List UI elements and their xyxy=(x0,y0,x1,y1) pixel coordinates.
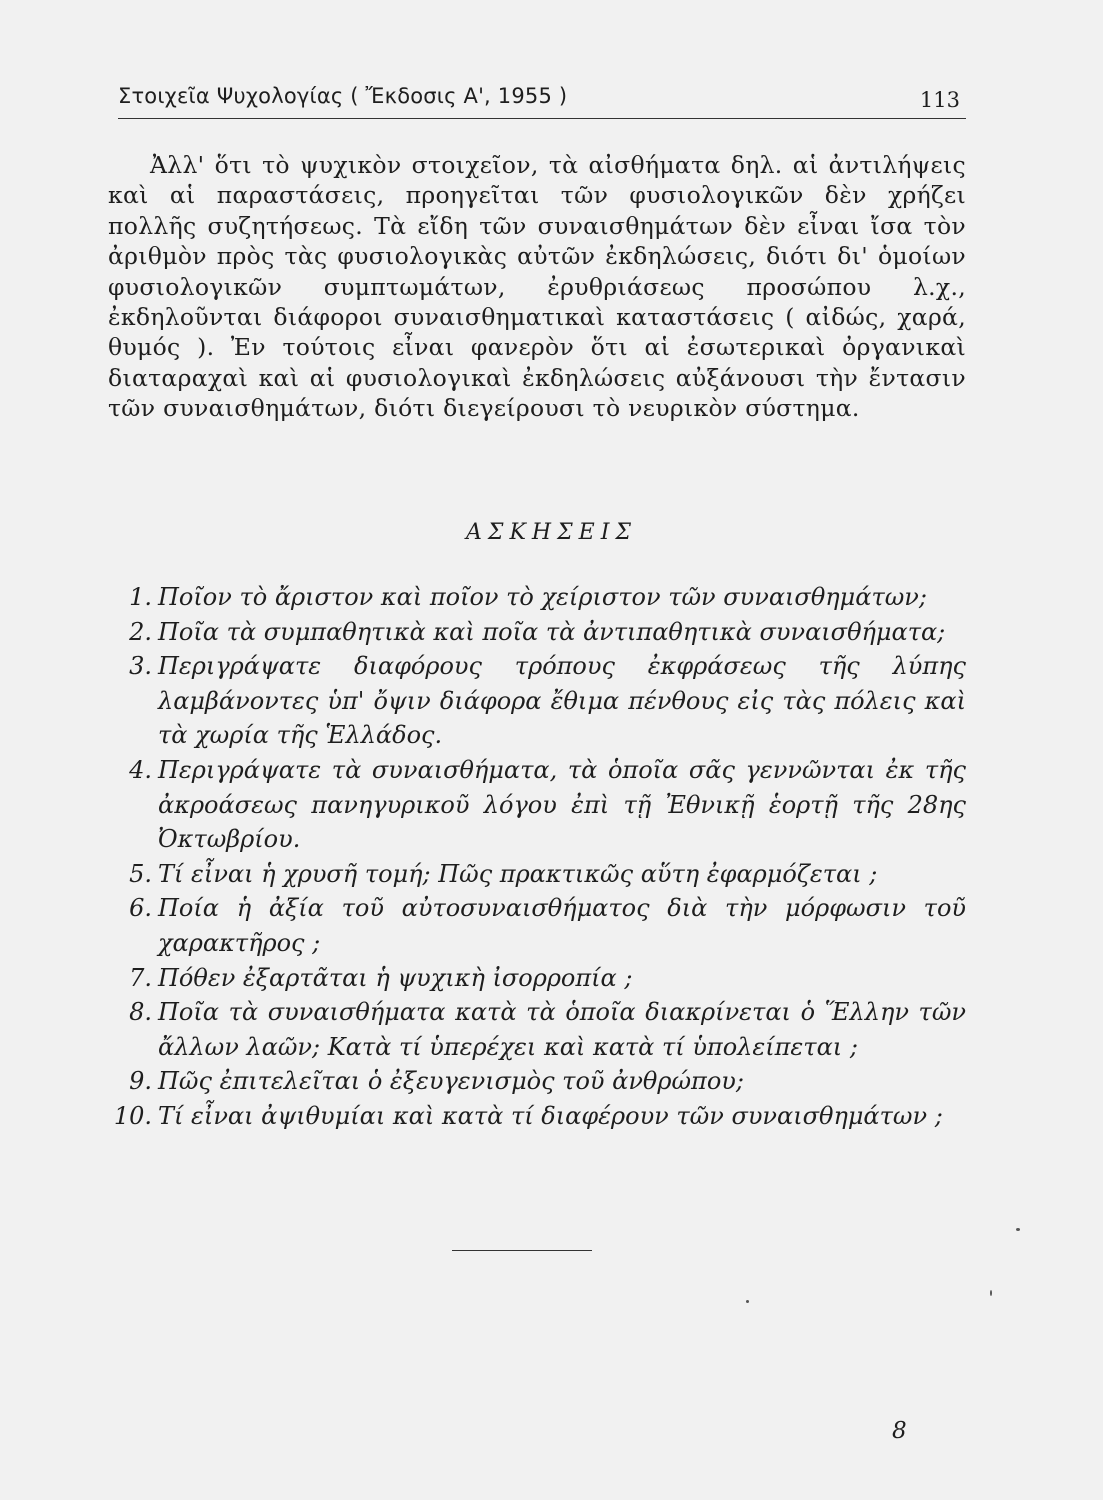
footnote-divider xyxy=(452,1250,592,1251)
exercise-number: 3. xyxy=(129,652,152,681)
exercise-number: 2. xyxy=(129,617,152,646)
exercise-item xyxy=(100,995,966,1064)
exercise-text: Τί εἶναι ἡ χρυσῆ τομή; Πῶς πρακτικῶς αὕτη ἐφαρμόζεται ; xyxy=(158,859,878,888)
exercise-item xyxy=(100,753,966,857)
scan-speck xyxy=(990,1290,992,1296)
exercise-item xyxy=(100,649,966,753)
signature-mark: 8 xyxy=(892,1418,907,1444)
exercise-item xyxy=(100,1064,966,1099)
exercise-text: Ποῖα τὰ συναισθήματα κατὰ τὰ ὁποῖα διακρίνεται ὁ Ἕλλην τῶν ἄλλων λαῶν; Κατὰ τί ὑπερέχει καὶ κατὰ τί ὑπολείπεται ; xyxy=(158,998,966,1061)
exercise-item xyxy=(100,891,966,960)
exercise-text: Πόθεν ἐξαρτᾶται ἡ ψυχικὴ ἰσορροπία ; xyxy=(158,963,633,992)
exercises-heading: ΑΣΚΗΣΕΙΣ xyxy=(466,520,637,545)
exercise-text: Περιγράψατε διαφόρους τρόπους ἐκφράσεως τῆς λύπης λαμβάνοντες ὑπ' ὄψιν διάφορα ἔθιμα πένθους εἰς τὰς πόλεις καὶ τὰ χωρία τῆς Ἑλλάδος. xyxy=(158,652,966,750)
exercise-number: 10. xyxy=(113,1101,152,1130)
exercise-list xyxy=(100,580,966,1134)
exercise-number: 7. xyxy=(129,963,152,992)
exercise-item xyxy=(100,1099,966,1134)
exercise-number: 9. xyxy=(129,1067,152,1096)
exercise-text: Ποία ἡ ἀξία τοῦ αὐτοσυναισθήματος διὰ τὴν μόρφωσιν τοῦ χαρακτῆρος ; xyxy=(158,894,966,957)
exercise-item xyxy=(100,580,966,615)
exercise-text: Τί εἶναι ἀψιθυμίαι καὶ κατὰ τί διαφέρουν τῶν συναισθημάτων ; xyxy=(158,1101,943,1130)
running-header xyxy=(118,84,966,119)
exercise-item xyxy=(100,961,966,996)
scan-speck xyxy=(746,1300,749,1303)
exercise-text: Ποῖα τὰ συμπαθητικὰ καὶ ποῖα τὰ ἀντιπαθητικὰ συναισθήματα; xyxy=(158,617,946,646)
exercise-item xyxy=(100,615,966,650)
scan-speck xyxy=(1016,1228,1020,1231)
header-title: Στοιχεῖα Ψυχολογίας ( Ἔκδοσις Α', 1955 ) xyxy=(118,84,568,108)
exercise-number: 4. xyxy=(129,755,152,784)
exercise-text: Περιγράψατε τὰ συναισθήματα, τὰ ὁποῖα σᾶς γεννῶνται ἐκ τῆς ἀκροάσεως πανηγυρικοῦ λόγου ἐπὶ τῇ Ἐθνικῇ ἑορτῇ τῆς 28ης Ὀκτωβρίου. xyxy=(158,755,966,854)
exercise-item xyxy=(100,857,966,892)
exercise-text: Πῶς ἐπιτελεῖται ὁ ἐξευγενισμὸς τοῦ ἀνθρώπου; xyxy=(158,1067,744,1096)
exercise-text: Ποῖον τὸ ἄριστον καὶ ποῖον τὸ χείριστον τῶν συναισθημάτων; xyxy=(158,583,927,611)
body-paragraph: Ἀλλ' ὅτι τὸ ψυχικὸν στοιχεῖον, τὰ αἰσθήματα δηλ. αἱ ἀντιλήψεις καὶ αἱ παραστάσεις, προηγεῖται τῶν φυσιολογικῶν δὲν χρήζει πολλῆς συζητήσεως. Τὰ εἴδη τῶν συναισθημάτων δὲν εἶναι ἴσα τὸν ἀριθμὸν πρὸς τὰς φυσιολογικὰς αὐτῶν ἐκδηλώσεις, διότι δι' ὁμοίων φυσιολογικῶν συμπτωμάτων, ἐρυθριάσεως προσώπου λ.χ., ἐκδηλοῦνται διάφοροι συναισθηματικαὶ καταστάσεις ( αἰδώς, χαρά, θυμός ). Ἐν τούτοις εἶναι φανερὸν ὅτι αἱ ἐσωτερικαὶ ὀργανικαὶ διαταραχαὶ καὶ αἱ φυσιολογικαὶ ἐκδηλώσεις αὐξάνουσι τὴν ἔντασιν τῶν συναισθημάτων, διότι διεγείρουσι τὸ νευρικὸν σύστημα. xyxy=(108,151,966,423)
exercise-number: 8. xyxy=(129,998,152,1027)
exercise-number: 1. xyxy=(129,583,152,611)
exercise-number: 5. xyxy=(129,859,152,888)
exercise-number: 6. xyxy=(129,894,152,923)
page-number: 113 xyxy=(919,88,960,112)
